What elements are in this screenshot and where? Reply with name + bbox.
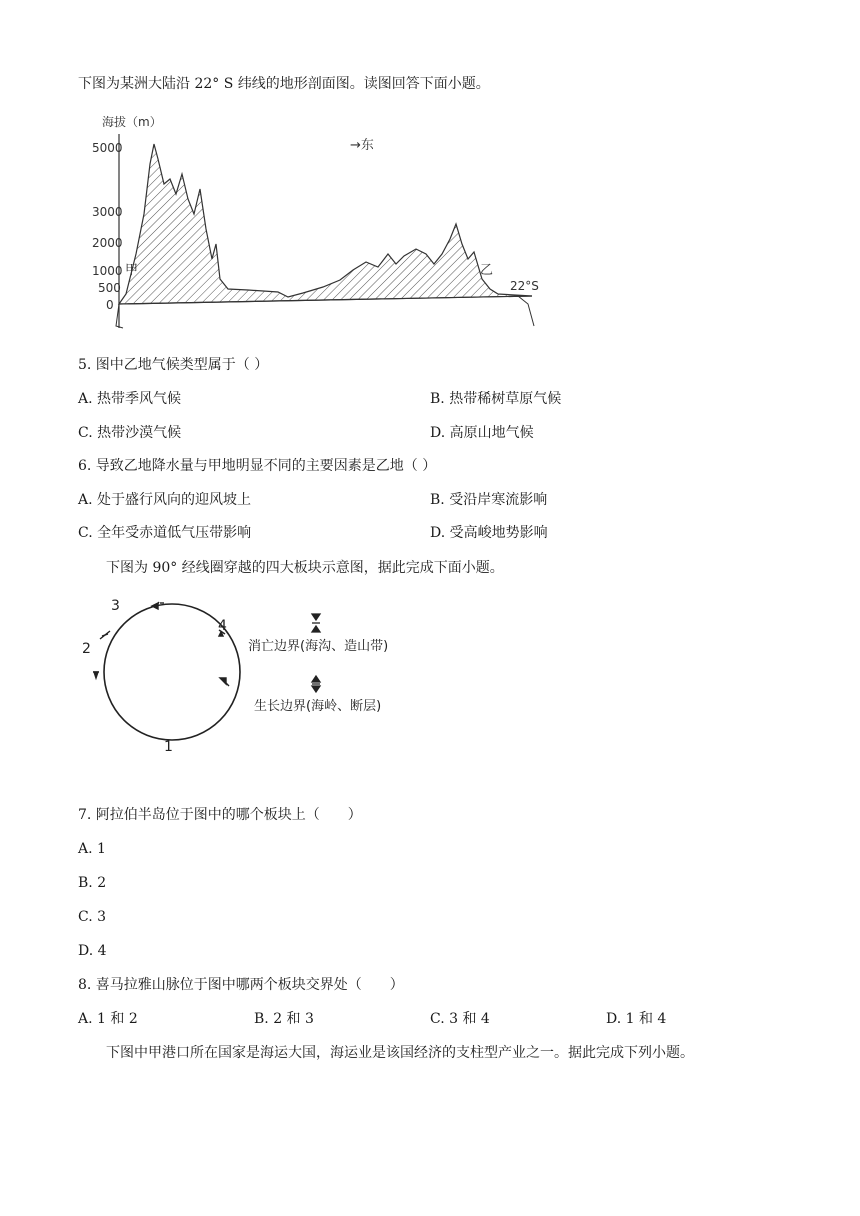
q5-option-a[interactable]: A. 热带季风气候 bbox=[78, 391, 182, 407]
intro-port: 下图中甲港口所在国家是海运大国，海运业是该国经济的支柱型产业之一。据此完成下列小题。 bbox=[106, 1045, 694, 1061]
label-jia: 甲 bbox=[125, 263, 139, 278]
terrain-profile-figure bbox=[78, 104, 540, 348]
q7-stem: 7. 阿拉伯半岛位于图中的哪个板块上（ ） bbox=[78, 807, 362, 823]
q5-option-b[interactable]: B. 热带稀树草原气候 bbox=[430, 391, 562, 407]
intro-plates: 下图为 90° 经线圈穿越的四大板块示意图，据此完成下面小题。 bbox=[106, 560, 504, 576]
q8-stem: 8. 喜马拉雅山脉位于图中哪两个板块交界处（ ） bbox=[78, 977, 404, 993]
plate-2: 2 bbox=[82, 641, 91, 657]
q5-option-d[interactable]: D. 高原山地气候 bbox=[430, 425, 534, 441]
legend-subduction-label: 消亡边界(海沟、造山带) bbox=[248, 639, 389, 654]
q6-option-d[interactable]: D. 受高峻地势影响 bbox=[430, 525, 548, 541]
plate-3: 3 bbox=[111, 598, 120, 614]
legend-subduction-symbol-top bbox=[312, 614, 320, 620]
tick-500: 500 bbox=[98, 281, 121, 295]
q8-option-c[interactable]: C. 3 和 4 bbox=[430, 1011, 490, 1027]
label-yi: 乙 bbox=[480, 263, 494, 278]
profile-ylabel: 海拔（m） bbox=[102, 115, 162, 129]
profile-direction: →东 bbox=[350, 138, 374, 153]
q6-option-c[interactable]: C. 全年受赤道低气压带影响 bbox=[78, 525, 252, 541]
q7-option-a[interactable]: A. 1 bbox=[78, 841, 106, 857]
legend-spreading-symbol bbox=[312, 676, 320, 682]
label-22s: 22°S bbox=[510, 279, 539, 293]
terrain-profile bbox=[119, 144, 532, 304]
q8-option-d[interactable]: D. 1 和 4 bbox=[606, 1011, 667, 1027]
q8-option-b[interactable]: B. 2 和 3 bbox=[254, 1011, 314, 1027]
q7-option-b[interactable]: B. 2 bbox=[78, 875, 107, 891]
q7-option-d[interactable]: D. 4 bbox=[78, 943, 107, 959]
plates-figure bbox=[78, 592, 408, 760]
q5-option-c[interactable]: C. 热带沙漠气候 bbox=[78, 425, 182, 441]
right-coast-slope bbox=[518, 296, 534, 326]
q6-stem: 6. 导致乙地降水量与甲地明显不同的主要因素是乙地（ ） bbox=[78, 458, 437, 474]
q6-option-a[interactable]: A. 处于盛行风向的迎风坡上 bbox=[78, 492, 252, 508]
plate-1: 1 bbox=[164, 739, 173, 755]
q7-option-c[interactable]: C. 3 bbox=[78, 909, 107, 925]
intro-profile: 下图为某洲大陆沿 22° S 纬线的地形剖面图。读图回答下面小题。 bbox=[78, 76, 490, 92]
tick-5000: 5000 bbox=[92, 141, 123, 155]
q6-option-b[interactable]: B. 受沿岸寒流影响 bbox=[430, 492, 548, 508]
tick-2000: 2000 bbox=[92, 236, 123, 250]
tick-1000: 1000 bbox=[92, 264, 123, 278]
plate-4: 4 bbox=[218, 618, 227, 634]
q8-option-a[interactable]: A. 1 和 2 bbox=[78, 1011, 138, 1027]
q5-stem: 5. 图中乙地气候类型属于（ ） bbox=[78, 357, 269, 373]
legend-spreading-label: 生长边界(海岭、断层) bbox=[254, 699, 382, 714]
tick-0: 0 bbox=[106, 298, 114, 312]
tick-3000: 3000 bbox=[92, 205, 123, 219]
